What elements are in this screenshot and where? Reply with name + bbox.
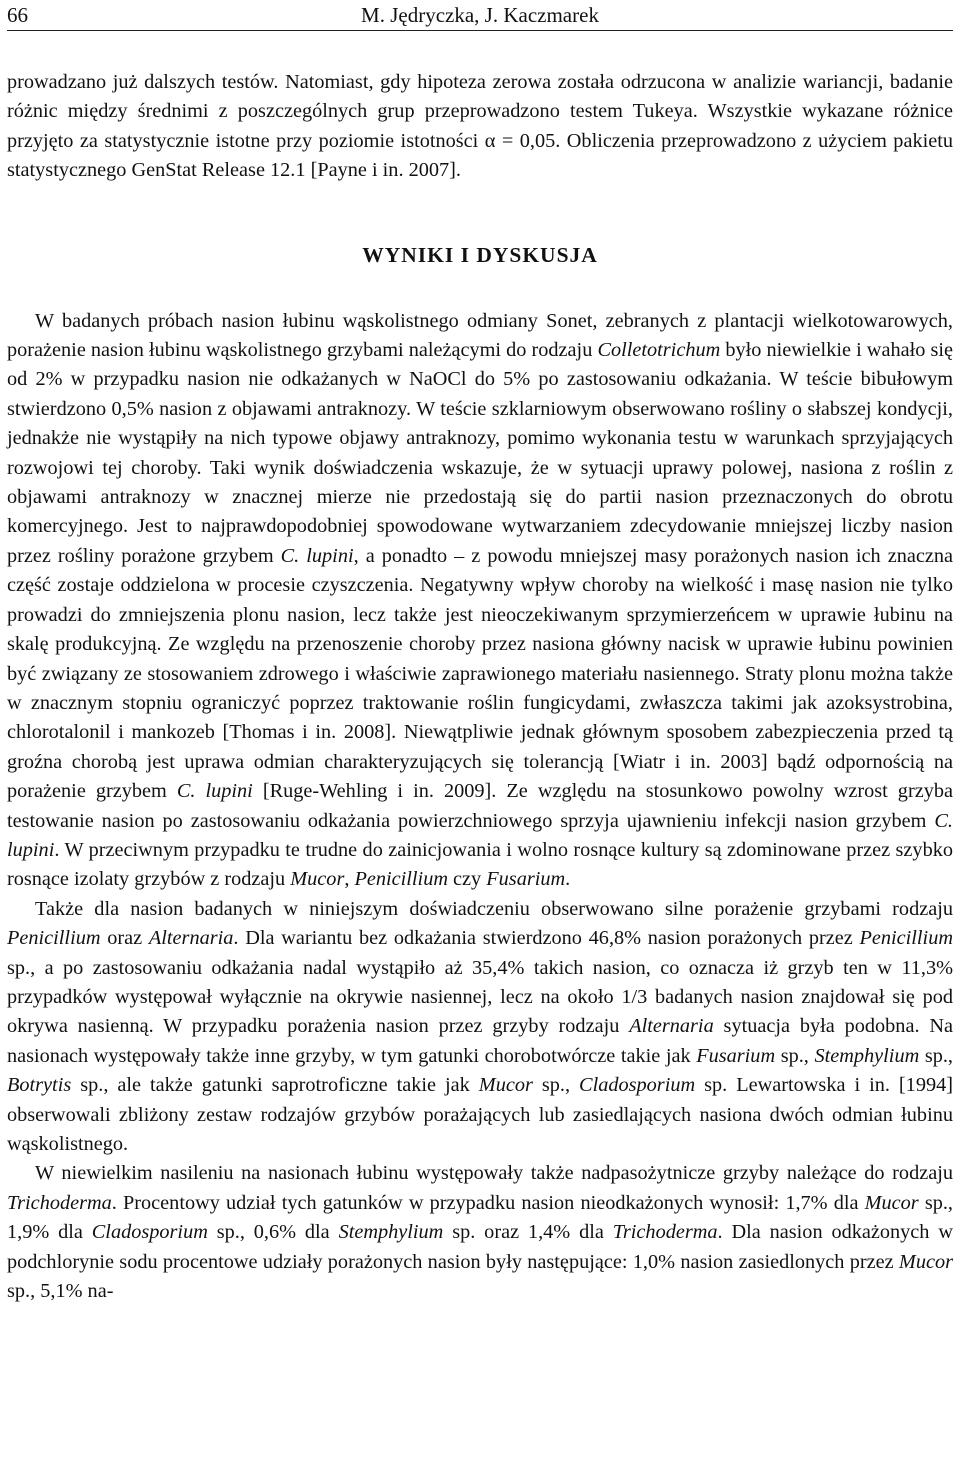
text-run: sp., 0,6% dla — [207, 1221, 339, 1244]
italic-term: Stemphylium — [338, 1221, 444, 1244]
text-run: , — [344, 868, 355, 891]
text-run: W niewielkim nasileniu na nasionach łubinu występowały także nadpasożytnicze grzyby należące do rodzaju — [35, 1162, 953, 1185]
text-run: sp. Lewartowska i in. [1994] obserwowali zbliżony zestaw rodzajów grzybów porażających lub zasiedlających nasiona dwóch odmian łubinu wąskolistnego. — [7, 1074, 953, 1155]
text-run: sp., — [919, 1044, 953, 1067]
italic-term: Stemphylium — [814, 1044, 920, 1067]
italic-term: Penicillium — [859, 927, 953, 950]
italic-term: Fusarium — [696, 1044, 776, 1067]
text-run: czy — [447, 868, 487, 891]
italic-term: Mucor — [898, 1250, 953, 1273]
italic-term: Cladosporium — [91, 1221, 208, 1244]
text-run: sytuacja była podobna. Na nasionach występowały także inne grzyby, w tym gatunki chorobotwórcze takie jak — [7, 1015, 953, 1067]
text-run: [Ruge-Wehling i in. 2009]. Ze względu na stosunkowo powolny wzrost grzyba testowanie nasion po zastosowaniu odkażania powierzchniowego sprzyja ujawnieniu infekcji nasion grzybem — [7, 780, 953, 832]
text-run: sp., ale także gatunki saprotroficzne takie jak — [71, 1074, 479, 1097]
italic-term: Fusarium — [486, 868, 566, 891]
text-run: , a ponadto – z powodu mniejszej masy porażonych nasion ich znaczna część zostaje oddzielona w procesie czyszczenia. Negatywny wpływ choroby na wielkość i masę nasion nie tylko prowadzi do zmniejszenia plonu nasion, lecz także jest nieoczekiwanym sprzymierzeńcem w uprawie łubinu na skalę produkcyjną. Ze względu na przenoszenie choroby przez nasiona główny nacisk w uprawie łubinu powinien być związany ze stosowaniem zdrowego i właściwie zaprawionego materiału nasiennego. Straty plonu można także w znacznym stopniu ograniczyć poprzez traktowanie roślin fungicydami, zwłaszcza takimi jak azoksystrobina, chlorotalonil i mankozeb [Thomas i in. 2008]. Niewątpliwie jednak głównym sposobem zabezpieczenia przed tą groźna chorobą jest uprawa odmian charakteryzujących się tolerancją [Wiatr i in. 2003] bądź odpornością na porażenie grzybem — [7, 544, 954, 803]
text-run: . Procentowy udział tych gatunków w przypadku nasion nieodkażonych wynosił: 1,7% dla — [111, 1191, 865, 1214]
body-paragraph-1 — [7, 307, 953, 895]
italic-term: Alternaria — [629, 1015, 714, 1038]
italic-term: Cladosporium — [579, 1074, 696, 1097]
italic-term: Botrytis — [7, 1074, 72, 1097]
text-run: sp., 1,9% dla — [7, 1191, 954, 1244]
italic-term: Penicillium — [7, 927, 101, 950]
italic-term: Mucor — [864, 1191, 919, 1214]
italic-term: Alternaria — [148, 927, 234, 950]
text-run: prowadzano już dalszych testów. Natomiast, gdy hipoteza zerowa została odrzucona w analizie wariancji, badanie różnic między średnimi z poszczególnych grup przeprowadzono testem Tukeya. Wszystkie wykazane różnice przyjęto za statystycznie istotne przy poziomie istotności α = 0,05. Obliczenia przeprowadzono z użyciem pakietu statystycznego GenStat Release 12.1 [Payne i in. 2007]. — [7, 71, 953, 182]
body-paragraph-3 — [7, 1159, 953, 1306]
text-run: sp., — [532, 1074, 580, 1097]
running-head: M. Jędryczka, J. Kaczmarek — [361, 3, 599, 27]
text-run: oraz — [100, 927, 149, 950]
text-run: było niewielkie i wahało się od 2% w przypadku nasion nie odkażanych w NaOCl do 5% po zastosowaniu odkażania. W teście bibułowym stwierdzono 0,5% nasion z objawami antraknozy. W teście szklarniowym obserwowano rośliny o słabszej kondycji, jednakże nie wystąpiły na nich typowe objawy antraknozy, pomimo wykonania testu w warunkach sprzyjających rozwojowi tej choroby. Taki wynik doświadczenia wskazuje, że w sytuacji uprawy polowej, nasiona z roślin z objawami antraknozy w znacznej mierze nie przedostają się do partii nasion przeznaczonych do obrotu komercyjnego. Jest to najprawdopodobniej spowodowane wytwarzaniem zdecydowanie mniejszej liczby nasion przez rośliny porażone grzybem — [7, 339, 953, 567]
italic-term: Mucor — [478, 1074, 533, 1097]
italic-term: Penicillium — [354, 868, 448, 891]
text-run: . W przeciwnym przypadku te trudne do zainicjowania i wolno rosnące kultury są zdominowane przez szybko rosnące izolaty grzybów z rodzaju — [7, 838, 953, 891]
italic-term: C. lupini — [280, 544, 354, 567]
text-run: sp., a po zastosowaniu odkażania nadal wystąpiło aż 35,4% takich nasion, co oznacza iż grzyb ten w 11,3% przypadków występował wyłącznie na okrywie nasiennej, lecz na około 1/3 badanych nasion znajdował się pod okrywa nasienną. W przypadku porażenia nasion przez grzyby rodzaju — [7, 956, 953, 1038]
text-run: . — [565, 868, 571, 891]
body-paragraph-2 — [7, 895, 953, 1160]
page-number: 66 — [7, 3, 28, 27]
italic-term: Mucor — [290, 868, 345, 891]
page-header — [7, 0, 953, 31]
section-heading: WYNIKI I DYSKUSJA — [362, 242, 598, 267]
italic-term: C. lupini — [7, 809, 953, 861]
text-run: sp. oraz 1,4% dla — [443, 1221, 613, 1244]
text-run: Także dla nasion badanych w niniejszym doświadczeniu obserwowano silne porażenie grzybami rodzaju — [35, 897, 953, 920]
text-run: W badanych próbach nasion łubinu wąskolistnego odmiany Sonet, zebranych z plantacji wielkotowarowych, porażenie nasion łubinu wąskolistnego grzybami należącymi do rodzaju — [7, 309, 953, 362]
italic-term: Trichoderma — [7, 1191, 112, 1214]
text-run: . Dla wariantu bez odkażania stwierdzono 46,8% nasion porażonych przez — [233, 927, 860, 950]
italic-term: C. lupini — [176, 780, 253, 803]
text-run: sp., 5,1% na- — [7, 1280, 114, 1303]
page — [7, 0, 953, 1306]
text-run: . Dla nasion odkażonych w podchlorynie sodu procentowe udziały porażonych nasion były następujące: 1,0% nasion zasiedlonych przez — [7, 1221, 953, 1273]
intro-paragraph — [7, 68, 953, 186]
text-run: sp., — [775, 1044, 815, 1067]
italic-term: Trichoderma — [612, 1221, 718, 1244]
italic-term: Colletotrichum — [597, 339, 721, 362]
